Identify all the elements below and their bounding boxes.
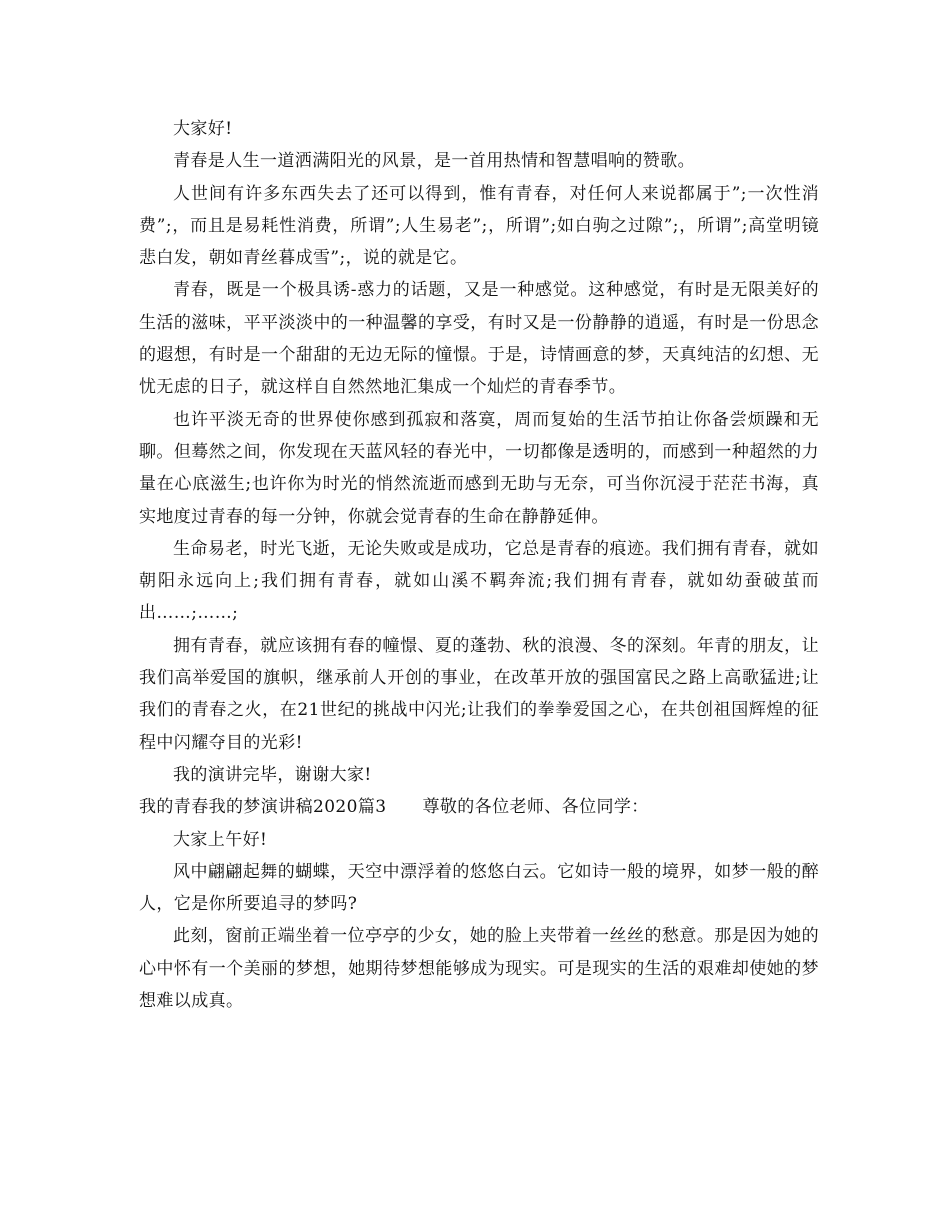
paragraph-closing: 我的演讲完毕，谢谢大家! xyxy=(173,764,372,785)
paragraph-greeting: 大家好! xyxy=(173,119,233,139)
section-greeting: 尊敬的各位老师、各位同学： xyxy=(422,797,649,818)
paragraph-greeting: 大家上午好! xyxy=(173,829,268,850)
paragraph: 风中翩翩起舞的蝴蝶，天空中漂浮着的悠悠白云。它如诗一般的境界，如梦一般的醉人，它是你所要追寻的梦吗? xyxy=(139,861,819,915)
paragraph: 人世间有许多东西失去了还可以得到，惟有青春，对任何人来说都属于”;一次性消费”;，而且是易耗性消费，所谓”;人生易老”;，所谓”;如白驹之过隙”;，所谓”;高堂明镜悲白发，朝如青丝暮成雪”;，说的就是它。 xyxy=(139,183,819,269)
paragraph: 此刻，窗前正端坐着一位亭亭的少女，她的脸上夹带着一丝丝的愁意。那是因为她的心中怀有一个美丽的梦想，她期待梦想能够成为现实。可是现实的生活的艰难却使她的梦想难以成真。 xyxy=(139,926,819,1012)
section-title: 我的青春我的梦演讲稿2020篇3 xyxy=(139,797,387,818)
section-heading xyxy=(139,791,819,823)
document-body xyxy=(139,113,819,1017)
paragraph: 也许平淡无奇的世界使你感到孤寂和落寞，周而复始的生活节拍让你备尝烦躁和无聊。但蓦然之间，你发现在天蓝风轻的春光中，一切都像是透明的，而感到一种超然的力量在心底滋生;也许你为时光的悄然流逝而感到无助与无奈，可当你沉浸于茫茫书海，真实地度过青春的每一分钟，你就会觉青春的生命在静静延伸。 xyxy=(139,409,819,527)
paragraph: 青春是人生一道洒满阳光的风景，是一首用热情和智慧唱响的赞歌。 xyxy=(173,151,695,172)
paragraph: 拥有青春，就应该拥有春的幢憬、夏的蓬勃、秋的浪漫、冬的深刻。年青的朋友，让我们高举爱国的旗帜，继承前人开创的事业，在改革开放的强国富民之路上高歌猛进;让我们的青春之火，在21世纪的挑战中闪光;让我们的拳拳爱国之心，在共创祖国辉煌的征程中闪耀夺目的光彩! xyxy=(139,635,819,753)
paragraph: 青春，既是一个极具诱-惑力的话题，又是一种感觉。这种感觉，有时是无限美好的生活的滋味，平平淡淡中的一种温馨的享受，有时又是一份静静的逍遥，有时是一份思念的遐想，有时是一个甜甜的无边无际的憧憬。于是，诗情画意的梦，天真纯洁的幻想、无忧无虑的日子，就这样自自然然地汇集成一个灿烂的青春季节。 xyxy=(139,280,819,398)
paragraph: 生命易老，时光飞逝，无论失败或是成功，它总是青春的痕迹。我们拥有青春，就如朝阳永远向上;我们拥有青春，就如山溪不羁奔流;我们拥有青春，就如幼蚕破茧而出……;……; xyxy=(139,538,819,624)
